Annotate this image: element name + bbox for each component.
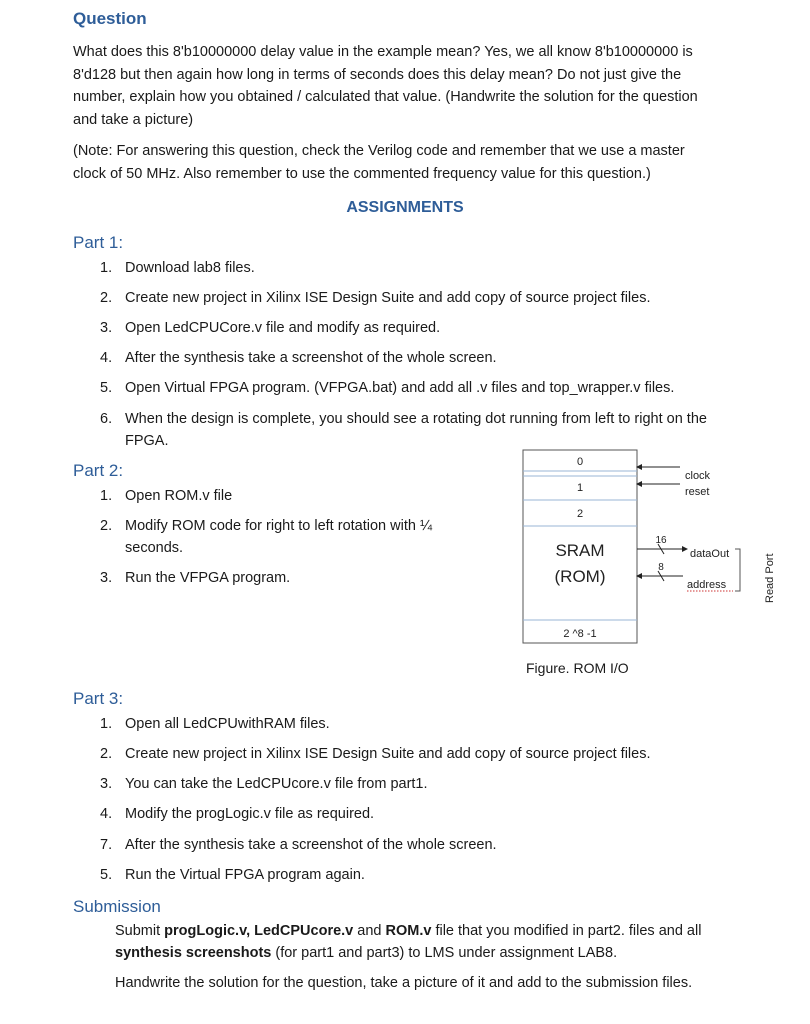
question-heading: Question — [73, 9, 147, 28]
question-line: What does this 8'b10000000 delay value in the example mean? Yes, we all know 8'b10000000 is — [73, 44, 693, 60]
address-label: address — [687, 579, 727, 591]
list-item: 6. When the design is complete, you should see a rotating dot running from left to right on the FPGA. — [100, 411, 707, 449]
row-0-label: 0 — [576, 456, 584, 468]
question-note — [73, 140, 753, 185]
reset-label: reset — [685, 486, 710, 498]
read-port-bracket — [735, 549, 740, 591]
list-item: 2. Modify ROM code for right to left rotation with ¼ seconds. — [100, 518, 433, 556]
submission-heading: Submission — [73, 897, 161, 916]
question-line: 8'd128 but then again how long in terms of seconds does this delay mean? Do not just give the — [73, 66, 682, 83]
clock-label: clock — [685, 470, 711, 482]
note-line: clock of 50 MHz. Also remember to use the commented frequency value for this question.) — [73, 165, 651, 182]
question-line: number, explain how you obtained / calculated that value. (Handwrite the solution for the question — [73, 89, 698, 105]
row-2-label: 2 — [576, 508, 584, 520]
submission-line-2: synthesis screenshots (for part1 and part3) to LMS under assignment LAB8. — [115, 945, 618, 961]
sram-label: SRAM — [555, 541, 605, 560]
submission-line-3: Handwrite the solution for the question, take a picture of it and add to the submission files. — [115, 975, 693, 991]
figure-caption: Figure. ROM I/O — [526, 660, 629, 676]
submission-line-1: Submit progLogic.v, LedCPUcore.v and ROM.v file that you modified in part2. files and all — [115, 923, 702, 939]
note-line: (Note: For answering this question, check the Verilog code and remember that we use a master — [73, 143, 685, 159]
last-row-label: 2 ^8 -1 — [563, 628, 597, 640]
assignments-title: ASSIGNMENTS — [346, 199, 464, 216]
question-line: and take a picture) — [73, 111, 194, 128]
addr-width-label: 8 — [658, 562, 664, 573]
part3-heading: Part 3: — [73, 689, 124, 708]
data-out-label: dataOut — [690, 548, 730, 560]
part2-heading: Part 2: — [73, 461, 124, 480]
rom-io-figure — [515, 448, 790, 683]
question-paragraph — [73, 41, 753, 131]
part1-heading: Part 1: — [73, 233, 124, 252]
data-width-label: 16 — [655, 535, 667, 546]
rom-label: (ROM) — [554, 567, 606, 586]
read-port-label: Read Port — [764, 553, 776, 603]
row-1-label: 1 — [576, 482, 584, 494]
